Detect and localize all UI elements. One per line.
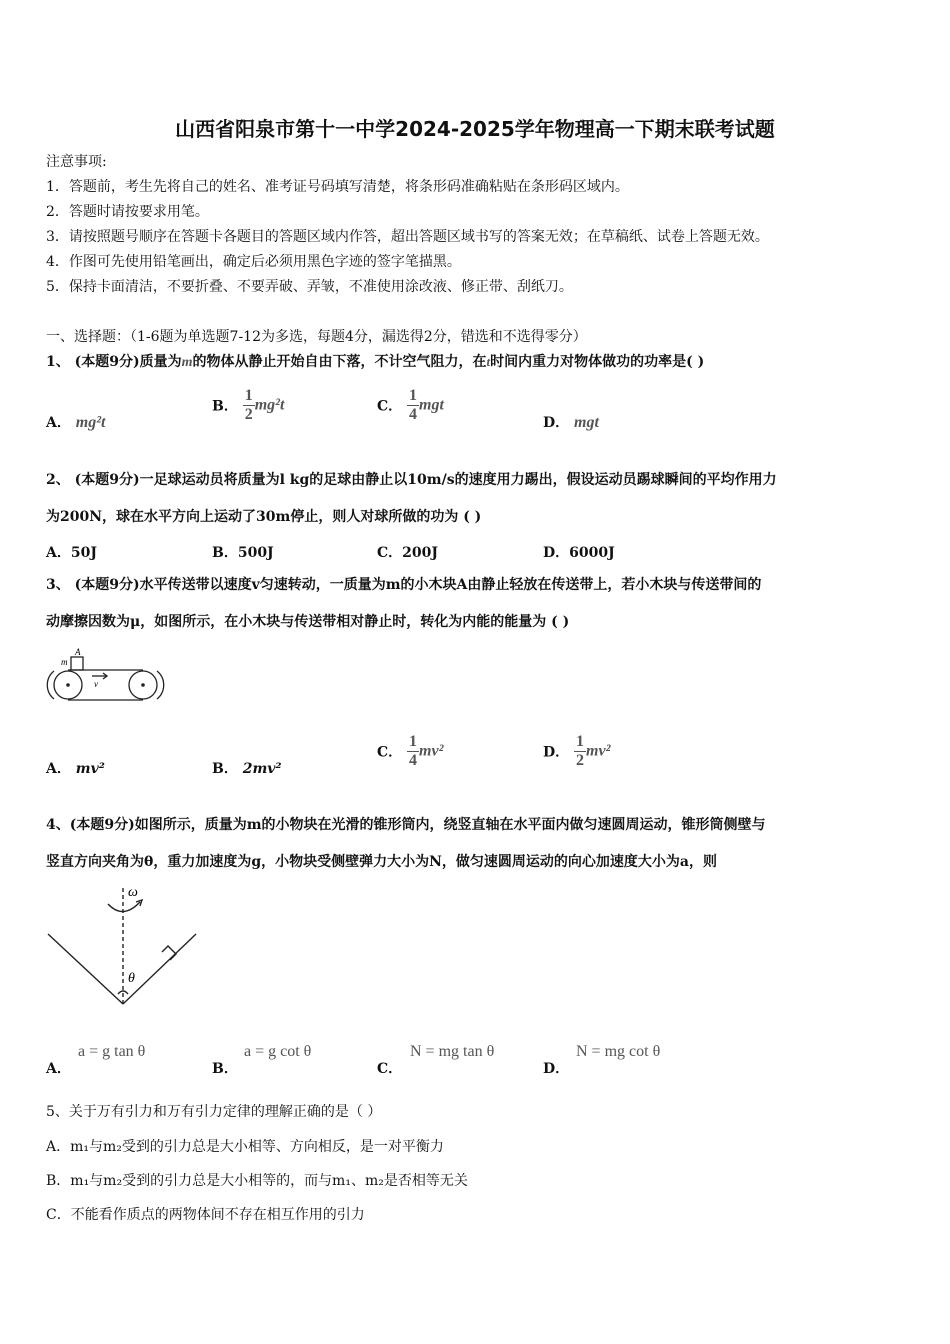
q1-option-c[interactable]: C． $\frac{1}{4}$ mgt: [377, 387, 444, 423]
q5-option-b[interactable]: B．m₁与m₂受到的引力总是大小相等的，而与m₁、m₂是否相等无关: [46, 1173, 468, 1189]
conveyor-belt-figure: [44, 645, 166, 705]
q4-stem-line2: 竖直方向夹角为θ，重力加速度为g，小物块受侧壁弹力大小为N，做匀速圆周运动的向心加速度大小为a，则: [46, 854, 717, 870]
q5-option-c[interactable]: C．不能看作质点的两物体间不存在相互作用的引力: [46, 1207, 365, 1223]
cone-figure: [44, 880, 204, 1010]
svg-text:v: v: [94, 679, 98, 689]
svg-text:θ: θ: [128, 971, 135, 986]
notice-heading: 注意事项:: [46, 154, 107, 170]
q4-option-d-label[interactable]: D．: [543, 1061, 570, 1077]
q4-option-b-label[interactable]: B．: [212, 1061, 238, 1077]
q1-option-d[interactable]: D． mgt: [543, 414, 599, 431]
notice-item: 2．答题时请按要求用笔。: [46, 204, 209, 220]
q3-option-a[interactable]: A． mv²: [46, 761, 105, 777]
q2-option-a[interactable]: A．50J: [46, 545, 97, 561]
notice-item: 1．答题前，考生先将自己的姓名、准考证号码填写清楚，将条形码准确粘贴在条形码区域内。: [46, 179, 629, 195]
q4-option-d[interactable]: N = mg cot θ: [576, 1043, 661, 1060]
q4-option-a[interactable]: a = g tan θ: [78, 1043, 146, 1060]
q5-stem: 5、关于万有引力和万有引力定律的理解正确的是（ ）: [46, 1104, 382, 1120]
page-title: 山西省阳泉市第十一中学2024-2025学年物理高一下期末联考试题: [175, 117, 775, 141]
q3-option-d[interactable]: D． $\frac{1}{2}$ mv²: [543, 733, 611, 769]
q2-stem-line1: 2、 (本题9分)一足球运动员将质量为l kg的足球由静止以10m/s的速度用力踢出，假设运动员踢球瞬间的平均作用力: [46, 472, 777, 488]
q2-stem-line2: 为200N，球在水平方向上运动了30m停止，则人对球所做的功为 ( ): [46, 509, 482, 525]
q1-option-b[interactable]: B． $\frac{1}{2}$ mg²t: [212, 387, 285, 423]
svg-text:m: m: [61, 657, 68, 667]
section-heading: 一、选择题：（1-6题为单选题7-12为多选，每题4分，漏选得2分，错选和不选得零分）: [46, 329, 587, 345]
q1-option-a[interactable]: A． mg²t: [46, 414, 106, 431]
svg-text:ω: ω: [128, 885, 138, 900]
q3-option-b[interactable]: B． 2mv²: [212, 761, 282, 777]
q2-option-d[interactable]: D．6000J: [543, 545, 615, 561]
q3-stem-line2: 动摩擦因数为μ，如图所示，在小木块与传送带相对静止时，转化为内能的能量为 ( ): [46, 614, 570, 630]
q4-option-a-label[interactable]: A．: [46, 1061, 71, 1077]
q1-stem: 1、 (本题9分)质量为m的物体从静止开始自由下落，不计空气阻力，在t时间内重力对物体做功的功率是( ): [46, 354, 705, 370]
q4-option-c-label[interactable]: C．: [377, 1061, 403, 1077]
notice-item: 3．请按照题号顺序在答题卡各题目的答题区域内作答，超出答题区域书写的答案无效；在草稿纸、试卷上答题无效。: [46, 229, 769, 245]
q3-stem-line1: 3、 (本题9分)水平传送带以速度v匀速转动，一质量为m的小木块A由静止轻放在传送带上，若小木块与传送带间的: [46, 577, 762, 593]
svg-text:A: A: [75, 647, 81, 657]
q2-option-c[interactable]: C．200J: [377, 545, 438, 561]
q3-option-c[interactable]: C． $\frac{1}{4}$ mv²: [377, 733, 444, 769]
q2-option-b[interactable]: B．500J: [212, 545, 274, 561]
q4-option-c[interactable]: N = mg tan θ: [410, 1043, 495, 1060]
notice-item: 4．作图可先使用铅笔画出，确定后必须用黑色字迹的签字笔描黑。: [46, 254, 461, 270]
q4-stem-line1: 4、(本题9分)如图所示，质量为m的小物块在光滑的锥形筒内，绕竖直轴在水平面内做匀速圆周运动，锥形筒侧壁与: [46, 817, 766, 833]
q4-option-b[interactable]: a = g cot θ: [244, 1043, 312, 1060]
q5-option-a[interactable]: A．m₁与m₂受到的引力总是大小相等、方向相反，是一对平衡力: [46, 1139, 444, 1155]
notice-item: 5．保持卡面清洁，不要折叠、不要弄破、弄皱，不准使用涂改液、修正带、刮纸刀。: [46, 279, 573, 295]
